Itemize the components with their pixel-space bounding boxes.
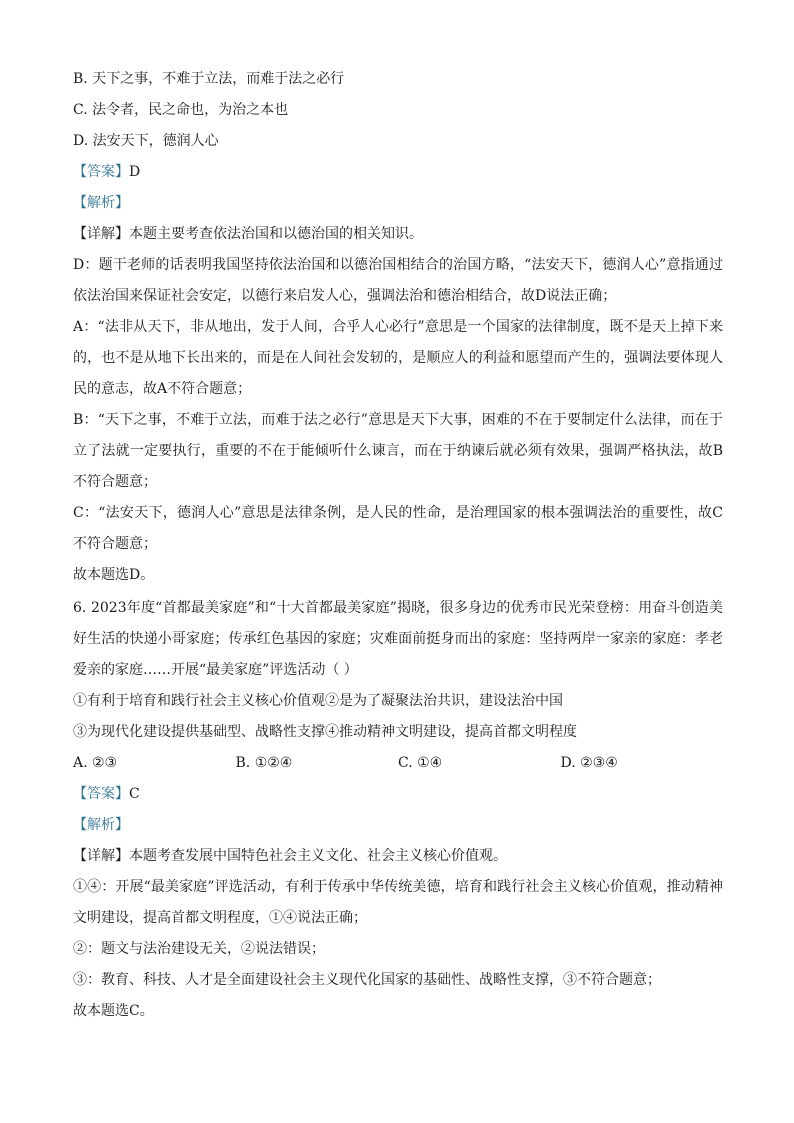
choice-c: C. ①④: [398, 755, 443, 771]
choice-a: A. ②③: [73, 755, 118, 771]
statements-line-1: ①有利于培育和践行社会主义核心价值观②是为了凝聚法治共识，建设法治中国: [73, 693, 563, 709]
explanation-b: B：“天下之事，不难于立法，而难于法之必行”意思是天下大事，困难的不在于要制定什么法律，而在于立了法就一定要执行，重要的不在于能倾听什么谏言，而在于纳谏后就必须有效果，强调严格执法，故B不符合题意；: [73, 412, 723, 490]
conclusion: 故本题选D。: [73, 567, 155, 583]
choices-row: [73, 748, 723, 779]
option-d: D. 法安天下，德润人心: [73, 133, 219, 149]
detail-tag-q6: 【详解】: [73, 848, 129, 864]
conclusion-q6: 故本题选C。: [73, 1003, 154, 1019]
answer-line-q6: [73, 779, 723, 810]
detail-intro: 本题主要考查依法治国和以德治国的相关知识。: [129, 226, 423, 242]
option-c: C. 法令者，民之命也，为治之本也: [73, 102, 289, 118]
analysis-tag: 【解析】: [73, 195, 129, 211]
detail-line-q6: [73, 841, 723, 872]
option-b: B. 天下之事，不难于立法，而难于法之必行: [73, 71, 345, 87]
explanation-d: D：题干老师的话表明我国坚持依法治国和以德治国相结合的治国方略，“法安天下，德润人心”意指通过依法治国来保证社会安定，以德行来启发人心，强调法治和德治相结合，故D说法正确；: [73, 257, 723, 304]
answer-value: D: [129, 164, 141, 180]
analysis-tag-q6: 【解析】: [73, 817, 129, 833]
answer-line: [73, 157, 723, 188]
explanation-14: ①④：开展“最美家庭”评选活动，有利于传承中华传统美德，培育和践行社会主义核心价值观，推动精神文明建设，提高首都文明程度，①④说法正确；: [73, 879, 723, 926]
question-6-stem: 6. 2023年度“首都最美家庭”和“十大首都最美家庭”揭晓，很多身边的优秀市民光荣登榜：用奋斗创造美好生活的快递小哥家庭；传承红色基因的家庭；灾难面前挺身而出的家庭：坚持两岸一家亲的家庭：孝老爱亲的家庭……开展“最美家庭”评选活动（ ）: [73, 600, 723, 678]
explanation-2: ②：题文与法治建设无关，②说法错误；: [73, 941, 325, 957]
answer-tag-q6: 【答案】: [73, 786, 129, 802]
answer-value-q6: C: [129, 786, 140, 802]
statements-line-2: ③为现代化建设提供基础型、战略性支撑④推动精神文明建设，提高首都文明程度: [73, 724, 577, 740]
explanation-a: A：“法非从天下，非从地出，发于人间，合乎人心必行”意思是一个国家的法律制度，既不是天上掉下来的，也不是从地下长出来的，而是在人间社会发轫的，是顺应人的利益和愿望而产生的，强调法要体现人民的意志，故A不符合题意；: [73, 319, 723, 397]
explanation-3: ③：教育、科技、人才是全面建设社会主义现代化国家的基础性、战略性支撑，③不符合题意；: [73, 972, 661, 988]
document-content: [73, 64, 723, 1027]
detail-intro-q6: 本题考查发展中国特色社会主义文化、社会主义核心价值观。: [129, 848, 507, 864]
choice-b: B. ①②④: [235, 755, 293, 771]
detail-line: [73, 219, 723, 250]
answer-tag: 【答案】: [73, 164, 129, 180]
choice-d: D. ②③④: [560, 755, 618, 771]
explanation-c: C：“法安天下，德润人心”意思是法律条例，是人民的性命，是治理国家的根本强调法治的重要性，故C不符合题意；: [73, 505, 723, 552]
detail-tag: 【详解】: [73, 226, 129, 242]
